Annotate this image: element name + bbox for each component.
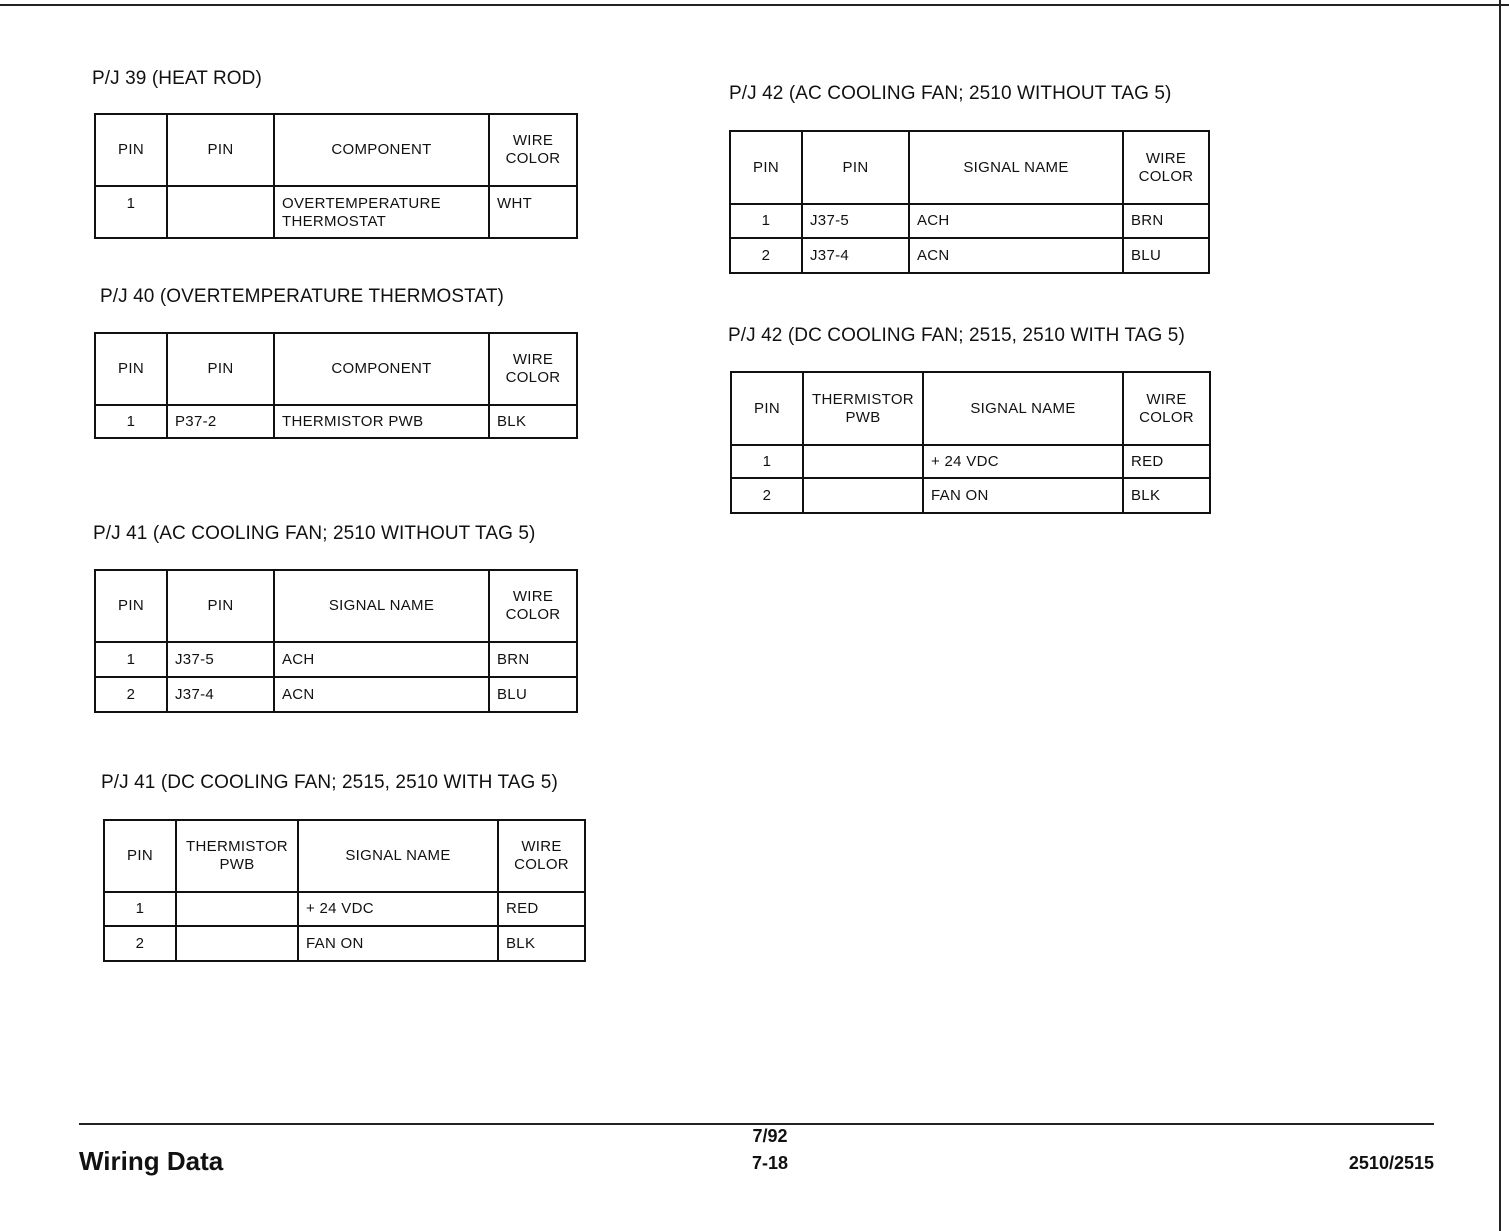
header-cell: PIN [167,114,274,186]
table-cell [803,478,923,513]
table-row [730,204,1209,238]
pin-table [94,113,578,239]
header-cell: PIN [104,820,176,892]
table-cell: 1 [95,186,167,238]
header-cell: WIRE COLOR [498,820,585,892]
table-cell: RED [498,892,585,926]
table-cell: 1 [95,405,167,438]
table-cell: OVERTEMPERATURE THERMOSTAT [274,186,489,238]
table-cell: ACH [274,642,489,677]
table-cell: BLK [498,926,585,961]
header-cell: THERMISTOR PWB [803,372,923,445]
header-cell: WIRE COLOR [1123,131,1209,204]
table-cell: FAN ON [923,478,1123,513]
pin-table [730,371,1211,514]
header-cell: SIGNAL NAME [298,820,498,892]
table-row [104,892,585,926]
header-cell: PIN [95,333,167,405]
table-row [730,238,1209,273]
table-cell: FAN ON [298,926,498,961]
footer-model-number: 2510/2515 [1348,1153,1434,1173]
table-cell: BLU [1123,238,1209,273]
table-cell: 2 [95,677,167,712]
table-cell [167,186,274,238]
pin-table [729,130,1210,274]
header-cell: PIN [802,131,909,204]
header-cell: WIRE COLOR [1123,372,1210,445]
header-cell: PIN [730,131,802,204]
table-row [104,926,585,961]
table-cell: WHT [489,186,577,238]
header-cell: SIGNAL NAME [909,131,1123,204]
table-cell: 2 [730,238,802,273]
pin-table [94,569,578,713]
footer-rule [79,1123,1434,1125]
table-cell: J37-5 [802,204,909,238]
footer-page-number: 7-18 [751,1153,789,1173]
header-cell: PIN [731,372,803,445]
table-row [731,445,1210,478]
table-cell: BLU [489,677,577,712]
header-cell: COMPONENT [274,114,489,186]
table-row [95,186,577,238]
header-cell: PIN [95,114,167,186]
table-cell: 1 [95,642,167,677]
table-cell: 2 [104,926,176,961]
section-title: P/J 42 (DC COOLING FAN; 2515, 2510 WITH TAG 5) [728,325,1185,346]
top-border-rule [0,4,1509,6]
pin-table [103,819,586,962]
section-title: P/J 41 (DC COOLING FAN; 2515, 2510 WITH TAG 5) [101,772,558,793]
section-title: P/J 42 (AC COOLING FAN; 2510 WITHOUT TAG 5) [729,83,1172,104]
table-cell: ACN [909,238,1123,273]
table-cell: THERMISTOR PWB [274,405,489,438]
footer-section-title: Wiring Data [79,1146,224,1176]
table-cell: 1 [731,445,803,478]
table-cell: RED [1123,445,1210,478]
header-cell: THERMISTOR PWB [176,820,298,892]
footer-date: 7/92 [752,1126,788,1146]
table-cell [176,926,298,961]
table-cell: J37-5 [167,642,274,677]
section-title: P/J 40 (OVERTEMPERATURE THERMOSTAT) [100,286,504,307]
table-row [95,642,577,677]
table-cell: 2 [731,478,803,513]
table-row [95,405,577,438]
table-cell: + 24 VDC [298,892,498,926]
table-cell [803,445,923,478]
table-row [95,677,577,712]
header-cell: PIN [95,570,167,642]
header-cell: PIN [167,570,274,642]
header-cell: SIGNAL NAME [923,372,1123,445]
header-cell: SIGNAL NAME [274,570,489,642]
table-cell: + 24 VDC [923,445,1123,478]
header-cell: PIN [167,333,274,405]
section-title: P/J 41 (AC COOLING FAN; 2510 WITHOUT TAG 5) [93,523,536,544]
table-cell: J37-4 [802,238,909,273]
table-cell: 1 [104,892,176,926]
header-cell: WIRE COLOR [489,333,577,405]
table-cell: P37-2 [167,405,274,438]
header-cell: COMPONENT [274,333,489,405]
section-title: P/J 39 (HEAT ROD) [92,68,262,89]
table-cell: ACH [909,204,1123,238]
table-cell: ACN [274,677,489,712]
table-cell: BLK [1123,478,1210,513]
table-cell: BLK [489,405,577,438]
table-cell: BRN [1123,204,1209,238]
header-cell: WIRE COLOR [489,114,577,186]
right-border-rule [1499,0,1501,1231]
table-cell: 1 [730,204,802,238]
header-cell: WIRE COLOR [489,570,577,642]
pin-table [94,332,578,439]
table-row [731,478,1210,513]
table-cell: J37-4 [167,677,274,712]
table-cell: BRN [489,642,577,677]
table-cell [176,892,298,926]
